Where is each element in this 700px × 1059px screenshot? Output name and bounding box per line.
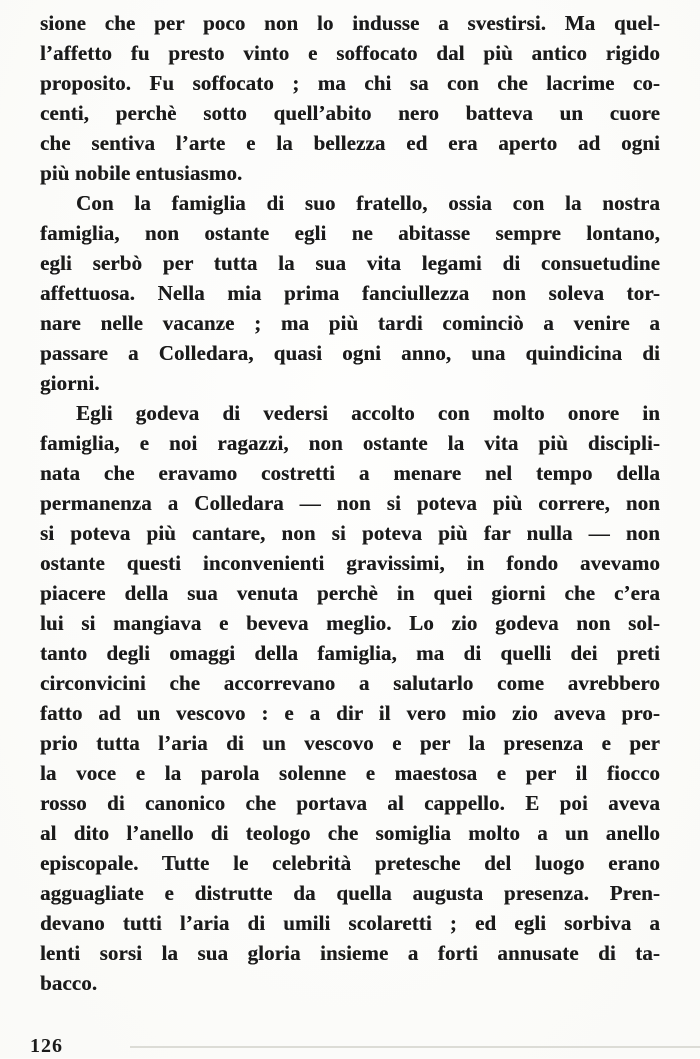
text-line: fatto ad un vescovo : e a dir il vero mio zio aveva pro- <box>40 701 660 725</box>
text-line: si poteva più cantare, non si poteva più far nulla — non <box>40 521 660 545</box>
text-line: più nobile entusiasmo. <box>40 161 243 185</box>
text-line: centi, perchè sotto quell’abito nero batteva un cuore <box>40 101 660 125</box>
text-line: famiglia, e noi ragazzi, non ostante la vita più discipli- <box>40 431 660 455</box>
text-line: prio tutta l’aria di un vescovo e per la presenza e per <box>40 731 660 755</box>
text-line: al dito l’anello di teologo che somiglia molto a un anello <box>40 821 660 845</box>
text-line: rosso di canonico che portava al cappello. E poi aveva <box>40 791 660 815</box>
text-line: nare nelle vacanze ; ma più tardi cominciò a venire a <box>40 311 660 335</box>
text-line: lui si mangiava e beveva meglio. Lo zio godeva non sol- <box>40 611 660 635</box>
page-number: 126 <box>30 1035 63 1057</box>
text-line: bacco. <box>40 971 98 995</box>
paragraph <box>40 8 660 188</box>
text-line: giorni. <box>40 371 100 395</box>
text-line: nata che eravamo costretti a menare nel tempo della <box>40 461 660 485</box>
text-line: tanto degli omaggi della famiglia, ma di quelli dei preti <box>40 641 660 665</box>
text-line: famiglia, non ostante egli ne abitasse sempre lontano, <box>40 221 660 245</box>
text-line: la voce e la parola solenne e maestosa e per il fiocco <box>40 761 660 785</box>
text-line: lenti sorsi la sua gloria insieme a forti annusate di ta- <box>40 941 660 965</box>
text-line: che sentiva l’arte e la bellezza ed era aperto ad ogni <box>40 131 660 155</box>
text-line: agguagliate e distrutte da quella augusta presenza. Pren- <box>40 881 660 905</box>
text-line: ostante questi inconvenienti gravissimi, in fondo avevamo <box>40 551 660 575</box>
text-line: egli serbò per tutta la sua vita legami di consuetudine <box>40 251 660 275</box>
text-line: permanenza a Colledara — non si poteva più correre, non <box>40 491 660 515</box>
text-line: circonvicini che accorrevano a salutarlo come avrebbero <box>40 671 660 695</box>
text-line: passare a Colledara, quasi ogni anno, una quindicina di <box>40 341 660 365</box>
text-line: sione che per poco non lo indusse a svestirsi. Ma quel- <box>40 11 660 35</box>
scan-edge-artifact <box>130 1046 700 1048</box>
text-line: devano tutti l’aria di umili scolaretti ; ed egli sorbiva a <box>40 911 660 935</box>
text-line: piacere della sua venuta perchè in quei giorni che c’era <box>40 581 660 605</box>
paragraph <box>40 188 660 398</box>
text-line: l’affetto fu presto vinto e soffocato dal più antico rigido <box>40 41 660 65</box>
text-line: Egli godeva di vedersi accolto con molto onore in <box>76 401 660 425</box>
text-line: proposito. Fu soffocato ; ma chi sa con che lacrime co- <box>40 71 660 95</box>
text-line: Con la famiglia di suo fratello, ossia con la nostra <box>76 191 660 215</box>
text-block <box>40 8 660 998</box>
text-line: episcopale. Tutte le celebrità pretesche del luogo erano <box>40 851 660 875</box>
paragraph <box>40 398 660 998</box>
text-line: affettuosa. Nella mia prima fanciullezza non soleva tor- <box>40 281 660 305</box>
